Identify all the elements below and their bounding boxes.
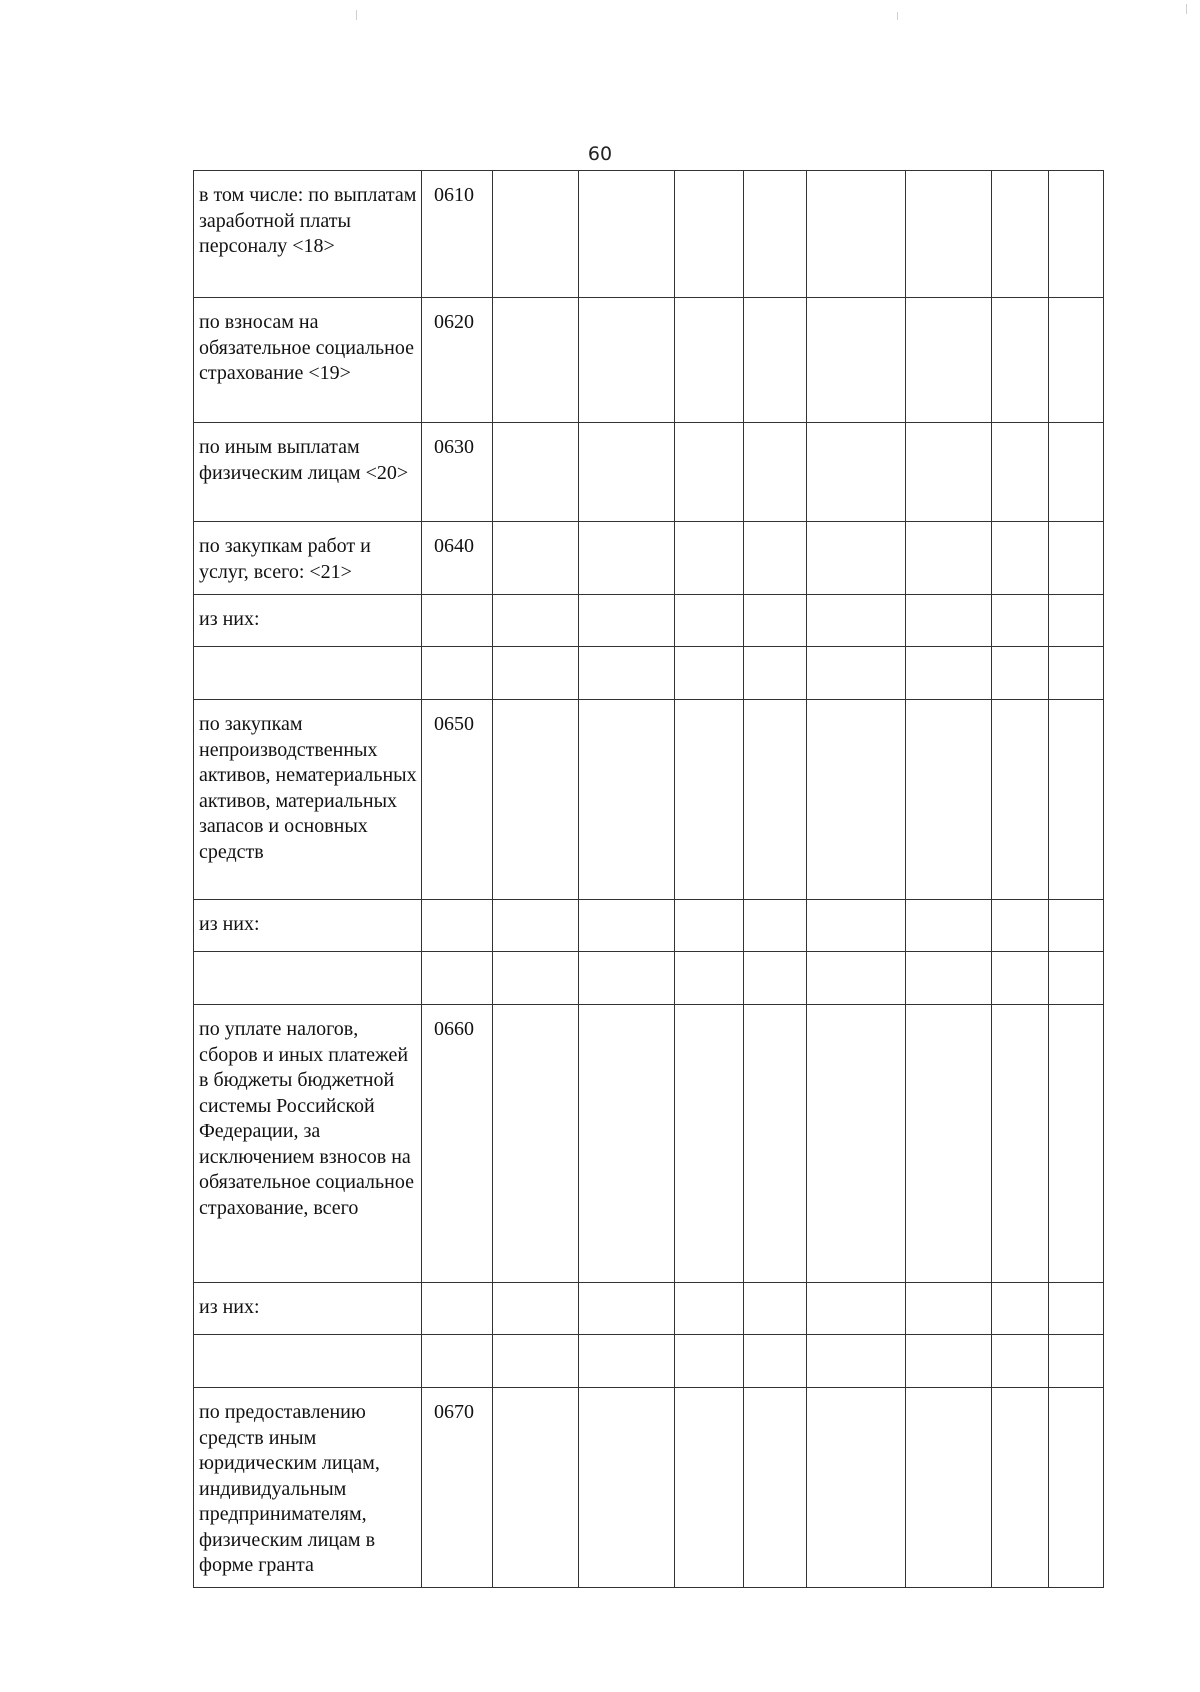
value-cell[interactable]	[1049, 595, 1104, 647]
value-cell[interactable]	[992, 952, 1049, 1005]
scan-artifact	[1186, 4, 1187, 14]
value-cell[interactable]	[493, 1388, 579, 1588]
table-row	[194, 1283, 1104, 1335]
row-code: 0630	[422, 423, 493, 522]
value-cell[interactable]	[992, 595, 1049, 647]
value-cell[interactable]	[744, 700, 807, 900]
value-cell[interactable]	[493, 952, 579, 1005]
value-cell[interactable]	[579, 900, 675, 952]
row-code: 0620	[422, 298, 493, 423]
value-cell[interactable]	[675, 171, 744, 298]
value-cell[interactable]	[906, 1335, 992, 1388]
value-cell[interactable]	[675, 1005, 744, 1283]
value-cell[interactable]	[906, 595, 992, 647]
value-cell[interactable]	[493, 298, 579, 423]
value-cell[interactable]	[493, 423, 579, 522]
value-cell[interactable]	[906, 1388, 992, 1588]
row-label: из них:	[194, 1283, 422, 1335]
row-code	[422, 595, 493, 647]
row-code: 0640	[422, 522, 493, 595]
value-cell[interactable]	[807, 298, 906, 423]
value-cell[interactable]	[1049, 1388, 1104, 1588]
table-row	[194, 1388, 1104, 1588]
value-cell[interactable]	[992, 900, 1049, 952]
row-label	[194, 647, 422, 700]
row-label: по взносам на обязательное социальное страхование <19>	[194, 298, 422, 423]
row-label: из них:	[194, 900, 422, 952]
value-cell[interactable]	[807, 1005, 906, 1283]
value-cell[interactable]	[493, 595, 579, 647]
value-cell[interactable]	[493, 700, 579, 900]
value-cell[interactable]	[1049, 1335, 1104, 1388]
row-label: по уплате налогов, сборов и иных платежей в бюджеты бюджетной системы Российской Федерации, за исключением взносов на обязательное социальное страхование, всего	[194, 1005, 422, 1283]
row-code	[422, 647, 493, 700]
value-cell[interactable]	[579, 1283, 675, 1335]
row-code	[422, 1283, 493, 1335]
value-cell[interactable]	[992, 700, 1049, 900]
value-cell[interactable]	[493, 522, 579, 595]
value-cell[interactable]	[675, 298, 744, 423]
value-cell[interactable]	[493, 1335, 579, 1388]
value-cell[interactable]	[906, 298, 992, 423]
value-cell[interactable]	[579, 171, 675, 298]
row-code: 0650	[422, 700, 493, 900]
row-code	[422, 1335, 493, 1388]
value-cell[interactable]	[807, 900, 906, 952]
value-cell[interactable]	[579, 1005, 675, 1283]
value-cell[interactable]	[744, 171, 807, 298]
value-cell[interactable]	[906, 1005, 992, 1283]
value-cell[interactable]	[579, 1388, 675, 1588]
value-cell[interactable]	[579, 595, 675, 647]
value-cell[interactable]	[675, 522, 744, 595]
value-cell[interactable]	[807, 522, 906, 595]
value-cell[interactable]	[579, 423, 675, 522]
value-cell[interactable]	[675, 900, 744, 952]
value-cell[interactable]	[744, 423, 807, 522]
value-cell[interactable]	[992, 647, 1049, 700]
row-label: в том числе: по выплатам заработной платы персоналу <18>	[194, 171, 422, 298]
value-cell[interactable]	[1049, 423, 1104, 522]
table-row	[194, 171, 1104, 298]
value-cell[interactable]	[807, 423, 906, 522]
value-cell[interactable]	[1049, 647, 1104, 700]
scan-artifact	[897, 12, 898, 20]
value-cell[interactable]	[992, 1005, 1049, 1283]
value-cell[interactable]	[1049, 171, 1104, 298]
row-label: по закупкам работ и услуг, всего: <21>	[194, 522, 422, 595]
value-cell[interactable]	[807, 647, 906, 700]
row-code	[422, 900, 493, 952]
value-cell[interactable]	[493, 900, 579, 952]
value-cell[interactable]	[744, 900, 807, 952]
value-cell[interactable]	[992, 1335, 1049, 1388]
value-cell[interactable]	[906, 647, 992, 700]
value-cell[interactable]	[1049, 952, 1104, 1005]
page-number: 60	[587, 143, 613, 165]
value-cell[interactable]	[807, 1335, 906, 1388]
value-cell[interactable]	[744, 1388, 807, 1588]
row-label: по предоставлению средств иным юридическим лицам, индивидуальным предпринимателям, физическим лицам в форме гранта	[194, 1388, 422, 1588]
row-code	[422, 952, 493, 1005]
row-label	[194, 1335, 422, 1388]
value-cell[interactable]	[906, 1283, 992, 1335]
row-label: из них:	[194, 595, 422, 647]
value-cell[interactable]	[744, 1335, 807, 1388]
value-cell[interactable]	[744, 1283, 807, 1335]
value-cell[interactable]	[493, 171, 579, 298]
row-label: по иным выплатам физическим лицам <20>	[194, 423, 422, 522]
value-cell[interactable]	[992, 298, 1049, 423]
row-code: 0670	[422, 1388, 493, 1588]
value-cell[interactable]	[675, 423, 744, 522]
value-cell[interactable]	[906, 423, 992, 522]
value-cell[interactable]	[675, 1335, 744, 1388]
value-cell[interactable]	[807, 1388, 906, 1588]
value-cell[interactable]	[579, 298, 675, 423]
row-label	[194, 952, 422, 1005]
table-row	[194, 595, 1104, 647]
value-cell[interactable]	[493, 1283, 579, 1335]
value-cell[interactable]	[493, 647, 579, 700]
value-cell[interactable]	[1049, 1283, 1104, 1335]
value-cell[interactable]	[744, 1005, 807, 1283]
value-cell[interactable]	[493, 1005, 579, 1283]
table-row	[194, 647, 1104, 700]
value-cell[interactable]	[992, 1283, 1049, 1335]
value-cell[interactable]	[744, 952, 807, 1005]
value-cell[interactable]	[579, 1335, 675, 1388]
table-row	[194, 423, 1104, 522]
table-row	[194, 900, 1104, 952]
value-cell[interactable]	[807, 595, 906, 647]
value-cell[interactable]	[675, 952, 744, 1005]
value-cell[interactable]	[906, 522, 992, 595]
table-body	[194, 171, 1104, 1588]
form-table	[193, 170, 1104, 1588]
scan-artifact	[356, 10, 357, 20]
value-cell[interactable]	[579, 952, 675, 1005]
value-cell[interactable]	[675, 700, 744, 900]
table-row	[194, 522, 1104, 595]
value-cell[interactable]	[1049, 900, 1104, 952]
value-cell[interactable]	[906, 700, 992, 900]
value-cell[interactable]	[1049, 700, 1104, 900]
value-cell[interactable]	[807, 952, 906, 1005]
value-cell[interactable]	[992, 522, 1049, 595]
table-row	[194, 700, 1104, 900]
value-cell[interactable]	[1049, 1005, 1104, 1283]
row-label: по закупкам непроизводственных активов, нематериальных активов, материальных запасов и основных средств	[194, 700, 422, 900]
value-cell[interactable]	[744, 647, 807, 700]
value-cell[interactable]	[906, 900, 992, 952]
table-row	[194, 1335, 1104, 1388]
table-row	[194, 1005, 1104, 1283]
value-cell[interactable]	[992, 171, 1049, 298]
value-cell[interactable]	[1049, 298, 1104, 423]
row-code: 0660	[422, 1005, 493, 1283]
value-cell[interactable]	[675, 1283, 744, 1335]
value-cell[interactable]	[1049, 522, 1104, 595]
value-cell[interactable]	[807, 700, 906, 900]
table-row	[194, 952, 1104, 1005]
value-cell[interactable]	[675, 1388, 744, 1588]
row-code: 0610	[422, 171, 493, 298]
value-cell[interactable]	[675, 647, 744, 700]
value-cell[interactable]	[807, 171, 906, 298]
value-cell[interactable]	[906, 952, 992, 1005]
value-cell[interactable]	[992, 423, 1049, 522]
value-cell[interactable]	[579, 700, 675, 900]
value-cell[interactable]	[579, 647, 675, 700]
value-cell[interactable]	[744, 298, 807, 423]
value-cell[interactable]	[807, 1283, 906, 1335]
value-cell[interactable]	[675, 595, 744, 647]
table-row	[194, 298, 1104, 423]
value-cell[interactable]	[992, 1388, 1049, 1588]
value-cell[interactable]	[579, 522, 675, 595]
value-cell[interactable]	[906, 171, 992, 298]
value-cell[interactable]	[744, 522, 807, 595]
value-cell[interactable]	[744, 595, 807, 647]
